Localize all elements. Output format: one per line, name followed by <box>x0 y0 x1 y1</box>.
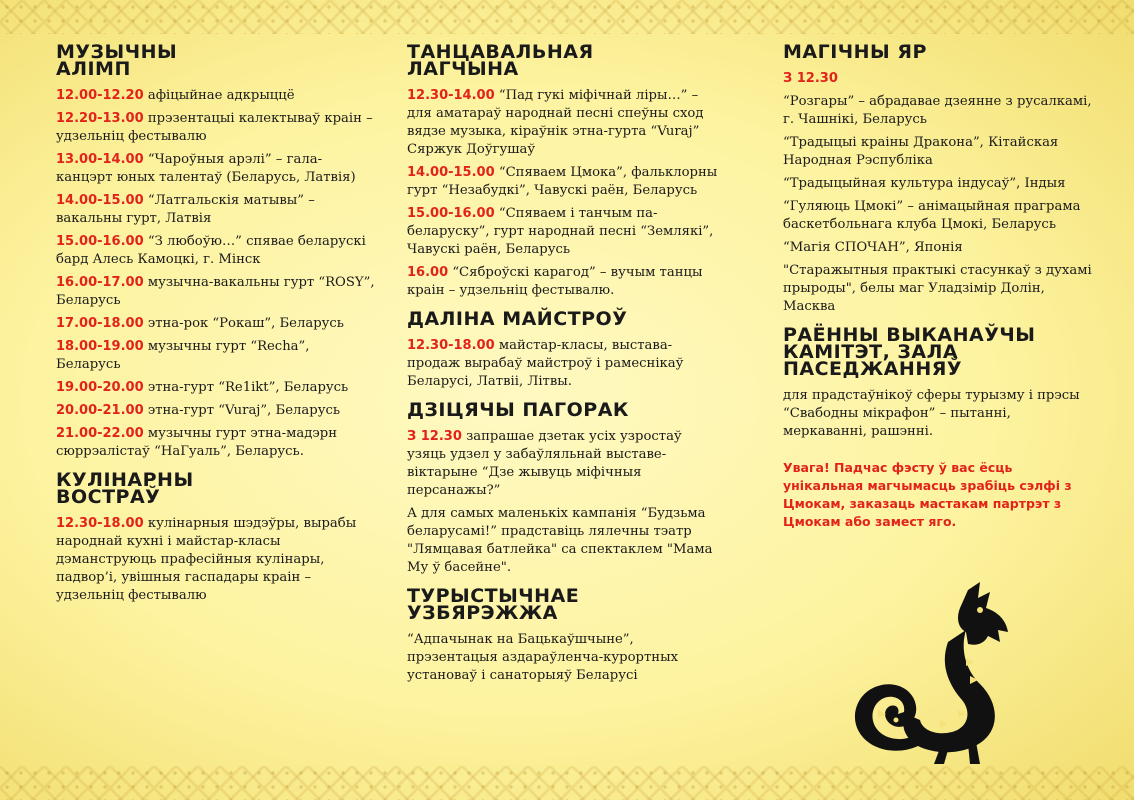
schedule-entry <box>783 134 1093 170</box>
section-title <box>407 585 722 624</box>
section-district-committee <box>783 324 1093 441</box>
schedule-list <box>783 387 1093 441</box>
entry-text: “Розгары” – абрадавае дзеянне з русалкамі, г. Чашнікі, Беларусь <box>783 94 1092 127</box>
schedule-list <box>783 70 1093 316</box>
column-left <box>56 40 376 616</box>
entry-time: 18.00-19.00 <box>56 339 144 354</box>
schedule-entry <box>783 198 1093 234</box>
entry-time: 19.00-20.00 <box>56 380 144 395</box>
entry-time: 14.00-15.00 <box>407 165 495 180</box>
entry-time: З 12.30 <box>407 429 462 444</box>
entry-text: “Спяваем і танчым па-беларуску”, гурт народнай песні “Землякі”, Чавускі раён, Беларусь <box>407 206 714 257</box>
entry-time: 21.00-22.00 <box>56 426 144 441</box>
section-title-line: КАМІТЭТ, ЗАЛА <box>783 341 959 363</box>
entry-text: “Чароўныя арэлі” – гала-канцэрт юных талентаў (Беларусь, Латвія) <box>56 152 356 185</box>
section-title-line: КУЛІНАРНЫ <box>56 469 194 491</box>
entry-text: “Традыцыйная культура індусаў”, Індыя <box>783 176 1066 191</box>
section-title-line: УЗБЯРЭЖЖА <box>407 602 558 624</box>
section-masters-valley <box>407 308 722 391</box>
schedule-entry <box>783 262 1093 316</box>
schedule-entry <box>56 87 376 105</box>
section-tourist-coast <box>407 585 722 685</box>
section-title-line: РАЁННЫ ВЫКАНАЎЧЫ <box>783 324 1036 346</box>
column-middle <box>407 40 722 696</box>
entry-text: для прадстаўнікоў сферы турызму і прэсы “Свабодны мікрафон” – пытанні, меркаванні, рашэнні. <box>783 388 1080 439</box>
schedule-entry <box>407 505 722 577</box>
entry-text: “Спяваем Цмока”, фальклорны гурт “Незабудкі”, Чавускі раён, Беларусь <box>407 165 718 198</box>
schedule-entry <box>56 233 376 269</box>
entry-time: 12.00-12.20 <box>56 88 144 103</box>
entry-text: “Адпачынак на Бацькаўшчыне”, прэзентацыя аздараўленча-курортных установаў і санаторыяў Беларусі <box>407 632 679 683</box>
entry-text: “Пад гукі міфічнай ліры…” – для аматараў народнай песні спеўны сход вядзе музыка, кіраўнік этна-гурта “Vuraj” Сяржук Доўгушаў <box>407 88 704 157</box>
section-title-line: АЛІМП <box>56 58 131 80</box>
schedule-entry <box>56 151 376 187</box>
section-title-line: ДЗІЦЯЧЫ ПАГОРАК <box>407 399 629 421</box>
schedule-entry <box>407 337 722 391</box>
entry-text: музычна-вакальны гурт “ROSY”, Беларусь <box>56 275 375 308</box>
entry-text: майстар-класы, выстава-продаж вырабаў майстроў і рамеснікаў Беларусі, Латвіі, Літвы. <box>407 338 684 389</box>
entry-text: прэзентацыі калектываў краін – удзельніц фестывалю <box>56 111 373 144</box>
entry-time: 13.00-14.00 <box>56 152 144 167</box>
entry-time: 12.20-13.00 <box>56 111 144 126</box>
entry-time: 12.30-18.00 <box>407 338 495 353</box>
section-title-line: ЛАГЧЫНА <box>407 58 519 80</box>
schedule-entry <box>783 93 1093 129</box>
entry-time: 14.00-15.00 <box>56 193 144 208</box>
section-title-line: ПАСЕДЖАННЯЎ <box>783 358 962 380</box>
schedule-entry <box>56 425 376 461</box>
schedule-entry <box>56 379 376 397</box>
schedule-entry <box>783 387 1093 441</box>
dragon-illustration-icon <box>848 580 1053 765</box>
section-title <box>407 399 722 421</box>
schedule-entry <box>783 239 1093 257</box>
entry-text: “Магія СПОЧАН”, Японія <box>783 240 963 255</box>
section-dance-hollow <box>407 41 722 300</box>
section-title <box>783 324 1093 380</box>
schedule-list <box>407 337 722 391</box>
schedule-entry <box>56 274 376 310</box>
entry-text: этна-гурт “Vuraj”, Беларусь <box>143 403 341 418</box>
entry-time: 12.30-18.00 <box>56 516 144 531</box>
schedule-list <box>56 87 376 461</box>
section-title-line: ТУРЫСТЫЧНАЕ <box>407 585 580 607</box>
schedule-entry <box>783 70 1093 88</box>
schedule-entry <box>407 205 722 259</box>
schedule-entry <box>56 315 376 333</box>
entry-text: А для самых маленькіх кампанія “Будзьма беларусамі!” прадставіць лялечны тэатр "Лямцавая батлейка" са спектаклем "Мама Му ў басейне". <box>407 506 713 575</box>
column-right <box>783 40 1093 531</box>
ornament-border-bottom <box>0 766 1134 800</box>
section-title-line: ТАНЦАВАЛЬНАЯ <box>407 41 594 63</box>
section-title-line: ВОСТРАЎ <box>56 486 161 508</box>
schedule-entry <box>56 338 376 374</box>
section-title <box>407 41 722 80</box>
entry-time: 15.00-16.00 <box>407 206 495 221</box>
entry-time: 20.00-21.00 <box>56 403 144 418</box>
section-title-line: МАГІЧНЫ ЯР <box>783 41 927 63</box>
section-title <box>407 308 722 330</box>
entry-time: 16.00 <box>407 265 449 280</box>
section-title <box>56 41 376 80</box>
entry-text: этна-гурт “Re1ikt”, Беларусь <box>143 380 349 395</box>
schedule-list <box>407 87 722 300</box>
section-kids-hill <box>407 399 722 577</box>
entry-text: афіцыйнае адкрыццё <box>143 88 295 103</box>
warning-note: Увага! Падчас фэсту ў вас ёсць унікальная магчымасць зрабіць сэлфі з Цмокам, заказаць мастакам партрэт з Цмокам або замест яго. <box>783 460 1072 529</box>
section-culinary-island <box>56 469 376 605</box>
entry-text: “З любоўю…” спявае беларускі бард Алесь Камоцкі, г. Мінск <box>56 234 366 267</box>
section-magic-ravine <box>783 41 1093 316</box>
entry-text: “Латгальскія матывы” – вакальны гурт, Латвія <box>56 193 315 226</box>
entry-text: “Традыцыі краіны Дракона”, Кітайская Народная Рэспубліка <box>783 135 1059 168</box>
section-title <box>56 469 376 508</box>
entry-time: З 12.30 <box>783 71 838 86</box>
entry-text: кулінарныя шэдэўры, вырабы народнай кухні і майстар-класы дэманструюць прафесійныя кулінары, падвор’і, увішныя гаспадары краін – удзельніц фестывалю <box>56 516 357 603</box>
entry-text: “Сяброўскі карагод” – вучым танцы краін – удзельніц фестывалю. <box>407 265 703 298</box>
section-music-olympus <box>56 41 376 461</box>
entry-time: 17.00-18.00 <box>56 316 144 331</box>
entry-text: музычны гурт этна-мадэрн сюррэалістаў “НаГуаль”, Беларусь. <box>56 426 337 459</box>
schedule-entry <box>56 515 376 605</box>
schedule-list <box>407 428 722 577</box>
schedule-entry <box>56 402 376 420</box>
section-title-line: ДАЛІНА МАЙСТРОЎ <box>407 308 628 330</box>
entry-text: этна-рок “Рокаш”, Беларусь <box>143 316 344 331</box>
schedule-entry <box>407 164 722 200</box>
entry-time: 12.30-14.00 <box>407 88 495 103</box>
schedule-entry <box>407 87 722 159</box>
entry-time: 16.00-17.00 <box>56 275 144 290</box>
entry-text: запрашае дзетак усіх узростаў узяць удзел у забаўляльнай выставе-віктарыне “Дзе жывуць міфічныя персанажы?” <box>407 429 682 498</box>
section-title-line: МУЗЫЧНЫ <box>56 41 178 63</box>
entry-text: музычны гурт “Recha”, Беларусь <box>56 339 310 372</box>
schedule-entry <box>56 192 376 228</box>
schedule-entry <box>407 428 722 500</box>
schedule-entry <box>407 264 722 300</box>
schedule-list <box>56 515 376 605</box>
schedule-list <box>407 631 722 685</box>
entry-text: "Старажытныя практыкі стасункаў з духамі прыроды", белы маг Уладзімір Долін, Масква <box>783 263 1092 314</box>
entry-text: “Гуляюць Цмокі” – анімацыйная праграма баскетбольнага клуба Цмокі, Беларусь <box>783 199 1081 232</box>
section-title <box>783 41 1093 63</box>
ornament-border-top <box>0 0 1134 34</box>
schedule-entry <box>783 175 1093 193</box>
schedule-entry <box>407 631 722 685</box>
schedule-entry <box>56 110 376 146</box>
entry-time: 15.00-16.00 <box>56 234 144 249</box>
